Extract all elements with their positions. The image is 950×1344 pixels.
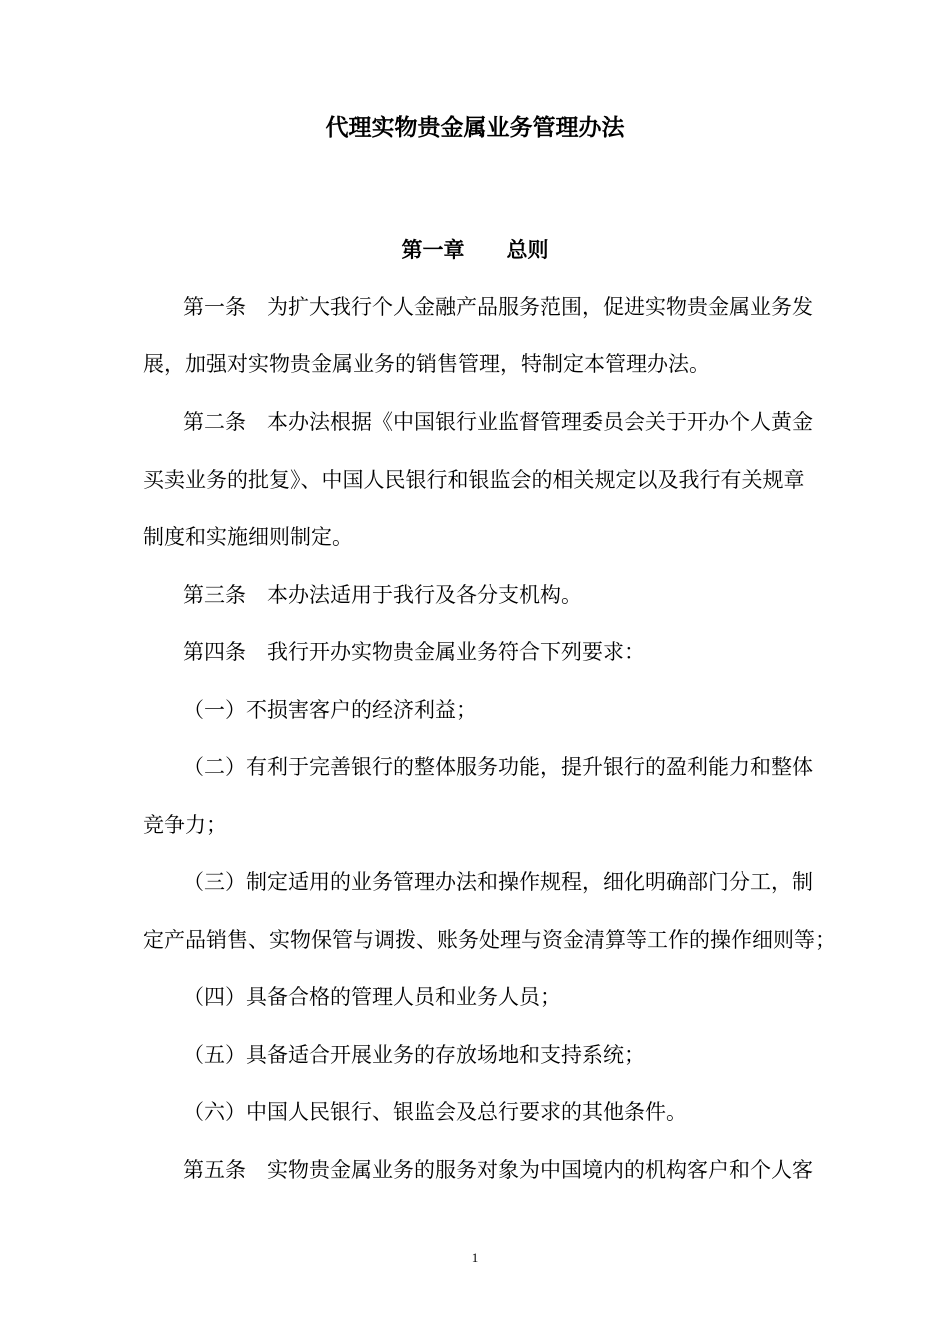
list-item-1: （一）不损害客户的经济利益； <box>183 698 477 722</box>
article-3-line-1: 第三条 本办法适用于我行及各分支机构。 <box>183 583 582 607</box>
list-item-3-line-2: 定产品销售、实物保管与调拨、账务处理与资金清算等工作的操作细则等； <box>143 928 836 952</box>
list-item-4: （四）具备合格的管理人员和业务人员； <box>183 985 561 1009</box>
article-1-line-2: 展，加强对实物贵金属业务的销售管理，特制定本管理办法。 <box>143 352 710 376</box>
article-5-line-1: 第五条 实物贵金属业务的服务对象为中国境内的机构客户和个人客 <box>183 1158 813 1182</box>
article-2-line-2: 买卖业务的批复》、中国人民银行和银监会的相关规定以及我行有关规章 <box>143 468 805 492</box>
chapter-heading: 第一章 总则 <box>401 238 549 262</box>
article-4-line-1: 第四条 我行开办实物贵金属业务符合下列要求： <box>183 640 645 664</box>
list-item-2-line-1: （二）有利于完善银行的整体服务功能，提升银行的盈利能力和整体 <box>183 755 813 779</box>
document-title: 代理实物贵金属业务管理办法 <box>325 115 625 141</box>
list-item-2-line-2: 竞争力； <box>143 813 227 837</box>
article-1-line-1: 第一条 为扩大我行个人金融产品服务范围，促进实物贵金属业务发 <box>183 295 813 319</box>
page-number: 1 <box>471 1250 479 1265</box>
article-2-line-3: 制度和实施细则制定。 <box>143 525 353 549</box>
article-2-line-1: 第二条 本办法根据《中国银行业监督管理委员会关于开办个人黄金 <box>183 410 813 434</box>
list-item-6: （六）中国人民银行、银监会及总行要求的其他条件。 <box>183 1100 687 1124</box>
list-item-5: （五）具备适合开展业务的存放场地和支持系统； <box>183 1043 645 1067</box>
list-item-3-line-1: （三）制定适用的业务管理办法和操作规程，细化明确部门分工，制 <box>183 870 813 894</box>
